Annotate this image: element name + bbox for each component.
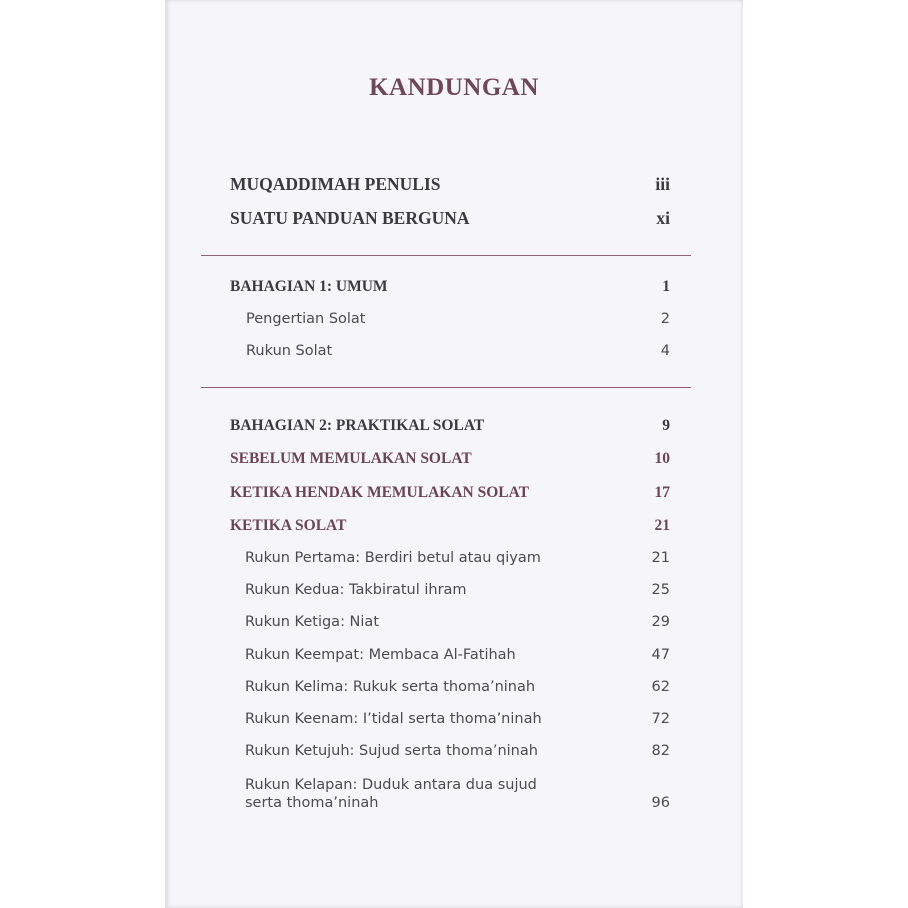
toc-part-label: BAHAGIAN 1: UMUM — [230, 278, 388, 295]
toc-sub-page: 4 — [660, 343, 670, 359]
toc-section-label: KETIKA SOLAT — [230, 517, 347, 534]
toc-sub-label: Rukun Kedua: Takbiratul ihram — [245, 582, 467, 598]
toc-section-label: SEBELUM MEMULAKAN SOLAT — [230, 450, 472, 467]
toc-sub-label: Rukun Kelima: Rukuk serta thoma’ninah — [245, 679, 536, 695]
toc-sub-label: Rukun Ketujuh: Sujud serta thoma’ninah — [245, 743, 538, 759]
toc-sub-label: Rukun Keenam: I’tidal serta thoma’ninah — [245, 711, 542, 727]
toc-sub-page: 82 — [651, 743, 670, 759]
toc-sub-label-line2: serta thoma’ninah — [245, 795, 379, 811]
toc-part-page: 1 — [662, 278, 670, 295]
section-divider — [201, 387, 691, 388]
toc-sub-label: Rukun Solat — [246, 343, 333, 359]
toc-sub-page: 21 — [651, 550, 670, 566]
toc-entry-page: xi — [656, 208, 670, 228]
toc-sub-page: 2 — [660, 311, 670, 327]
toc-section-page: 17 — [654, 484, 670, 501]
toc-section-label: KETIKA HENDAK MEMULAKAN SOLAT — [230, 484, 529, 501]
toc-entry-label: SUATU PANDUAN BERGUNA — [230, 208, 470, 228]
toc-sub-label: Rukun Keempat: Membaca Al-Fatihah — [245, 647, 516, 663]
toc-sub-page: 96 — [651, 795, 670, 811]
toc-entry-label: MUQADDIMAH PENULIS — [230, 174, 441, 194]
book-page — [165, 0, 743, 908]
toc-sub-label: Rukun Ketiga: Niat — [245, 614, 380, 630]
toc-sub-label-line1: Rukun Kelapan: Duduk antara dua sujud — [245, 777, 537, 793]
toc-entry-page: iii — [655, 174, 670, 194]
toc-section-page: 21 — [654, 517, 670, 534]
toc-part-label: BAHAGIAN 2: PRAKTIKAL SOLAT — [230, 417, 485, 434]
toc-part-page: 9 — [662, 417, 670, 434]
toc-sub-page: 25 — [651, 582, 670, 598]
toc-sub-label: Rukun Pertama: Berdiri betul atau qiyam — [245, 550, 541, 566]
toc-sub-page: 47 — [651, 647, 670, 663]
page-title: KANDUNGAN — [369, 74, 539, 101]
section-divider — [201, 255, 691, 256]
toc-sub-page: 29 — [651, 614, 670, 630]
toc-sub-label: Pengertian Solat — [246, 311, 366, 327]
toc-sub-page: 62 — [651, 679, 670, 695]
toc-sub-page: 72 — [651, 711, 670, 727]
toc-section-page: 10 — [654, 450, 670, 467]
